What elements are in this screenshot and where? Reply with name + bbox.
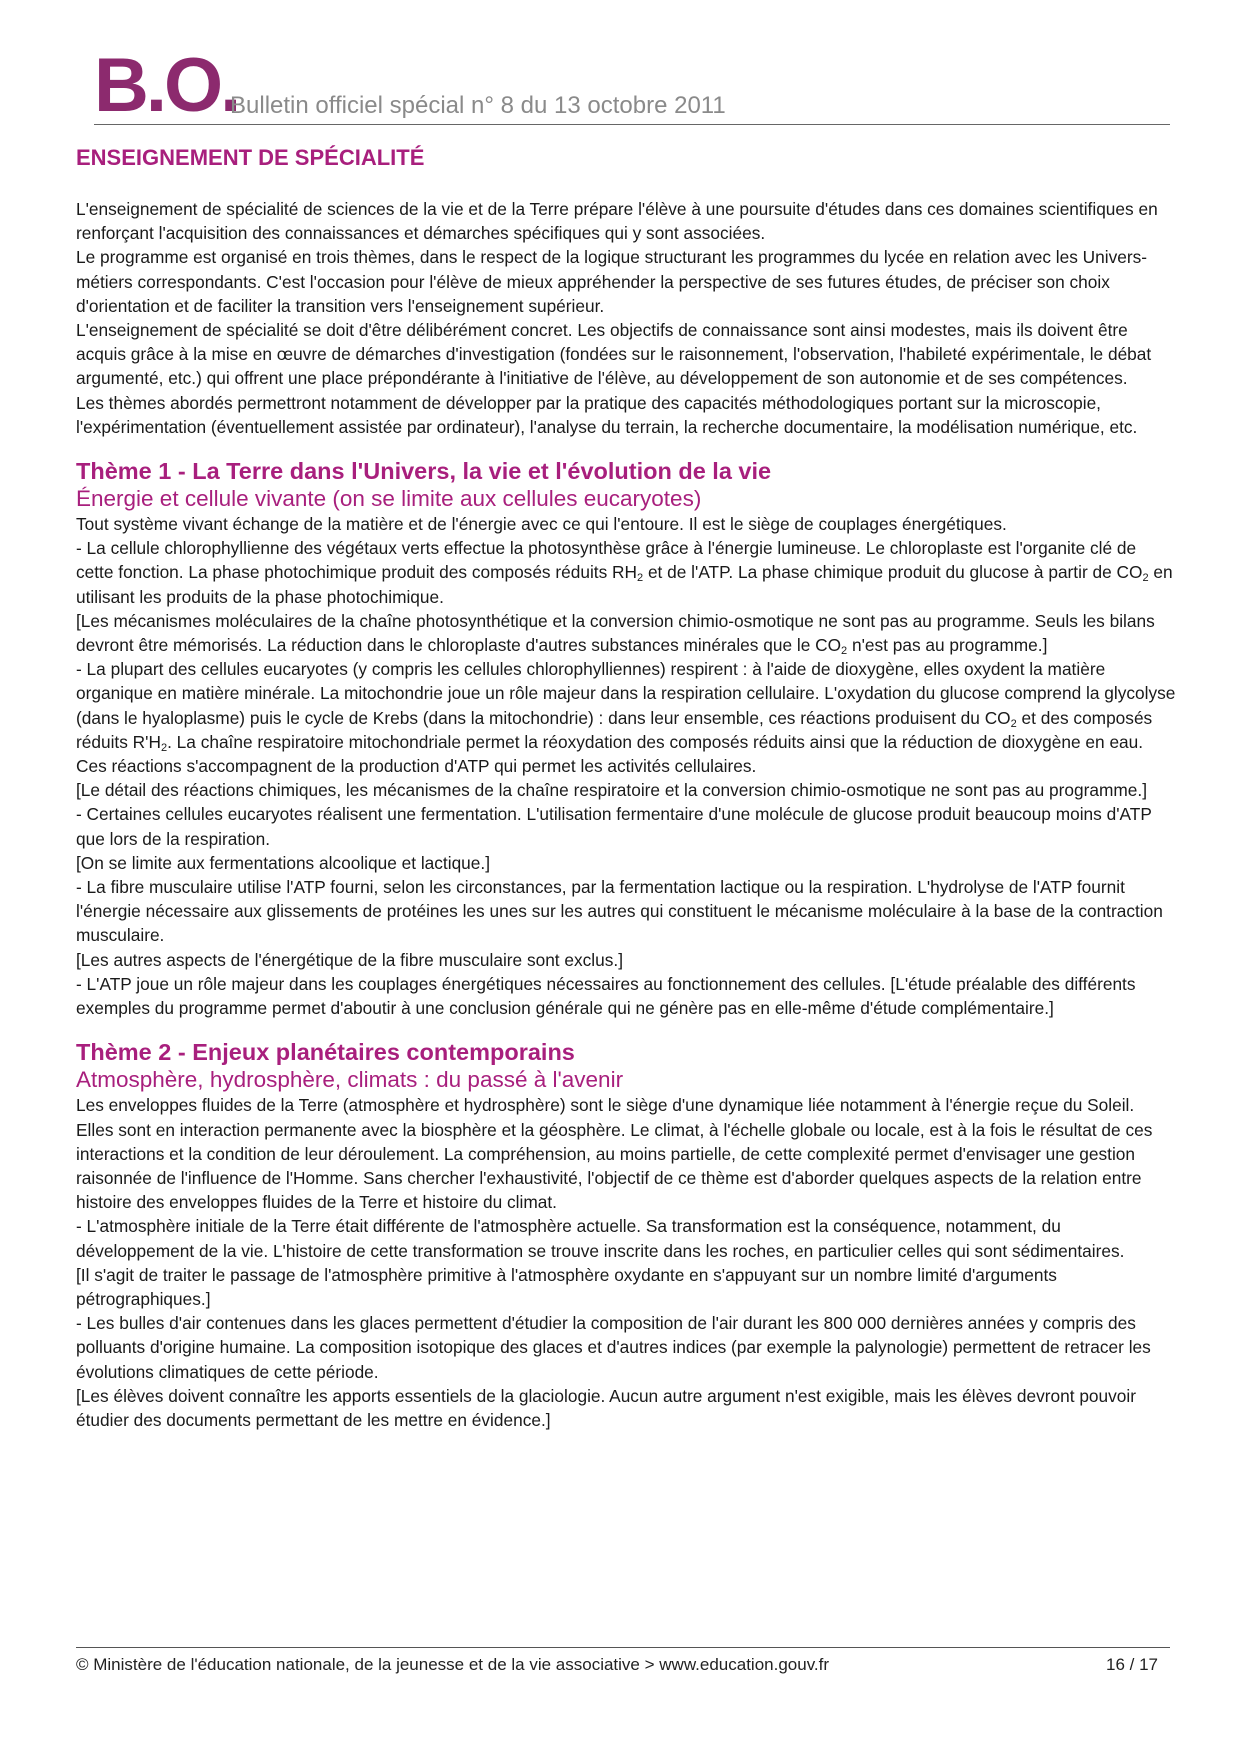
intro-paragraph: Le programme est organisé en trois thèmes, dans le respect de la logique structurant les programmes du lycée en relation avec les Univers-métiers correspondants. C'est l'occasion pour l'élève de mieux appréhender la perspective de ses futures études, de préciser son choix d'orientation et de faciliter la transition vers l'enseignement supérieur. <box>76 247 1148 316</box>
theme-1-paragraph: [Les autres aspects de l'énergétique de la fibre musculaire sont exclus.] <box>76 949 624 970</box>
theme-2-paragraph: Les enveloppes fluides de la Terre (atmosphère et hydrosphère) sont le siège d'une dynamique liée notamment à l'énergie reçue du Soleil. Elles sont en interaction permanente avec la biosphère et la géosphère. Le climat, à l'échelle globale ou locale, est à la fois le résultat de ces interactions et la condition de leur déroulement. La compréhension, au moins partielle, de cette complexité permet d'envisager une gestion raisonnée de l'influence de l'Homme. Sans chercher l'exhaustivité, l'objectif de ce thème est d'aborder quelques aspects de la relation entre histoire des enveloppes fluides de la Terre et histoire du climat. <box>76 1095 1153 1213</box>
theme-1-block <box>76 457 1176 1020</box>
theme-1-paragraph: [Les mécanismes moléculaires de la chaîne photosynthétique et la conversion chimio-osmotique ne sont pas au programme. Seuls les bilans devront être mémorisés. La réduction dans le chloroplaste d'autres substances minérales que le $CO_2$ n'est pas au programme.] <box>76 610 1155 658</box>
page-footer <box>76 1647 1170 1676</box>
footer-copyright: © Ministère de l'éducation nationale, de la jeunesse et de la vie associative > www.education.gouv.fr <box>76 1655 830 1674</box>
theme-2-paragraph: - Les bulles d'air contenues dans les glaces permettent d'étudier la composition de l'air durant les 800 000 dernières années y compris des polluants d'origine humaine. La composition isotopique des glaces et d'autres indices (par exemple la palynologie) permettent de retracer les évolutions climatiques de cette période. <box>76 1313 1151 1382</box>
intro-paragraph: L'enseignement de spécialité de sciences de la vie et de la Terre prépare l'élève à une poursuite d'études dans ces domaines scientifiques en renforçant l'acquisition des connaissances et démarches spécifiques qui y sont associées. <box>76 199 1158 244</box>
theme-1-paragraph: Tout système vivant échange de la matière et de l'énergie avec ce qui l'entoure. Il est le siège de couplages énergétiques. <box>76 514 1007 535</box>
theme-2-subtitle: Atmosphère, hydrosphère, climats : du passé à l'avenir <box>76 1067 624 1093</box>
intro-paragraph: L'enseignement de spécialité se doit d'être délibérément concret. Les objectifs de connaissance sont ainsi modestes, mais ils doivent être acquis grâce à la mise en œuvre de démarches d'investigation (fondées sur le raisonnement, l'observation, l'habileté expérimentale, le débat argumenté, etc.) qui offrent une place prépondérante à l'initiative de l'élève, au développement de son autonomie et de ses compétences. <box>76 320 1152 389</box>
bo-logo: B.O. <box>94 43 239 128</box>
theme-1-paragraph: [Le détail des réactions chimiques, les mécanismes de la chaîne respiratoire et la conversion chimio-osmotique ne sont pas au programme.] <box>76 780 1148 801</box>
theme-1-subtitle: Énergie et cellule vivante (on se limite aux cellules eucaryotes) <box>76 486 702 512</box>
theme-2-paragraph: - L'atmosphère initiale de la Terre était différente de l'atmosphère actuelle. Sa transformation est la conséquence, notamment, du développement de la vie. L'histoire de cette transformation se trouve inscrite dans les roches, en particulier celles qui sont sédimentaires. <box>76 1216 1125 1261</box>
bulletin-title: Bulletin officiel spécial n° 8 du 13 octobre 2011 <box>230 92 726 119</box>
theme-1-title: Thème 1 - La Terre dans l'Univers, la vie et l'évolution de la vie <box>76 458 772 485</box>
page-number: 16 / 17 <box>1106 1655 1158 1674</box>
theme-1-paragraph: - La fibre musculaire utilise l'ATP fourni, selon les circonstances, par la fermentation lactique ou la respiration. L'hydrolyse de l'ATP fournit l'énergie nécessaire aux glissements de protéines les unes sur les autres qui constituent le mécanisme moléculaire à la base de la contraction musculaire. <box>76 877 1163 946</box>
theme-2-title: Thème 2 - Enjeux planétaires contemporains <box>76 1039 575 1066</box>
intro-block <box>76 197 1176 439</box>
theme-2-paragraph: [Il s'agit de traiter le passage de l'atmosphère primitive à l'atmosphère oxydante en s'appuyant sur un nombre limité d'arguments pétrographiques.] <box>76 1264 1057 1309</box>
section-title: ENSEIGNEMENT DE SPÉCIALITÉ <box>76 145 425 170</box>
theme-1-paragraph: [On se limite aux fermentations alcoolique et lactique.] <box>76 852 491 873</box>
intro-paragraph: Les thèmes abordés permettront notamment de développer par la pratique des capacités méthodologiques portant sur la microscopie, l'expérimentation (éventuellement assistée par ordinateur), l'analyse du terrain, la recherche documentaire, la modélisation numérique, etc. <box>76 392 1138 437</box>
theme-1-paragraph: - L'ATP joue un rôle majeur dans les couplages énergétiques nécessaires au fonctionnement des cellules. [L'étude préalable des différents exemples du programme permet d'aboutir à une conclusion générale qui ne génère pas en elle-même d'étude complémentaire.] <box>76 973 1136 1019</box>
theme-1-paragraph: - Certaines cellules eucaryotes réalisent une fermentation. L'utilisation fermentaire d'une molécule de glucose produit beaucoup moins d'ATP que lors de la respiration. <box>76 804 1152 849</box>
theme-2-paragraph: [Les élèves doivent connaître les apports essentiels de la glaciologie. Aucun autre argument n'est exigible, mais les élèves devront pouvoir étudier des documents permettant de les mettre en évidence.] <box>76 1385 1136 1430</box>
theme-2-block <box>76 1038 1176 1432</box>
document-body <box>76 143 1176 1432</box>
page-header <box>94 43 1170 128</box>
theme-1-paragraph: - La plupart des cellules eucaryotes (y compris les cellules chlorophylliennes) respirent : à l'aide de dioxygène, elles oxydent la matière organique en matière minérale. La mitochondrie joue un rôle majeur dans la respiration cellulaire. L'oxydation du glucose comprend la glycolyse (dans le hyaloplasme) puis le cycle de Krebs (dans la mitochondrie) : dans leur ensemble, ces réactions produisent du $CO_2$ et des composés réduits $R'H_2$. La chaîne respiratoire mitochondriale permet la réoxydation des composés réduits ainsi que la réduction de dioxygène en eau. Ces réactions s'accompagnent de la production d'ATP qui permet les activités cellulaires. <box>76 659 1176 777</box>
theme-1-paragraph: - La cellule chlorophyllienne des végétaux verts effectue la photosynthèse grâce à l'énergie lumineuse. Le chloroplaste est l'organite clé de cette fonction. La phase photochimique produit des composés réduits $RH_2$ et de l'ATP. La phase chimique produit du glucose à partir de $CO_2$ en utilisant les produits de la phase photochimique. <box>76 538 1173 607</box>
